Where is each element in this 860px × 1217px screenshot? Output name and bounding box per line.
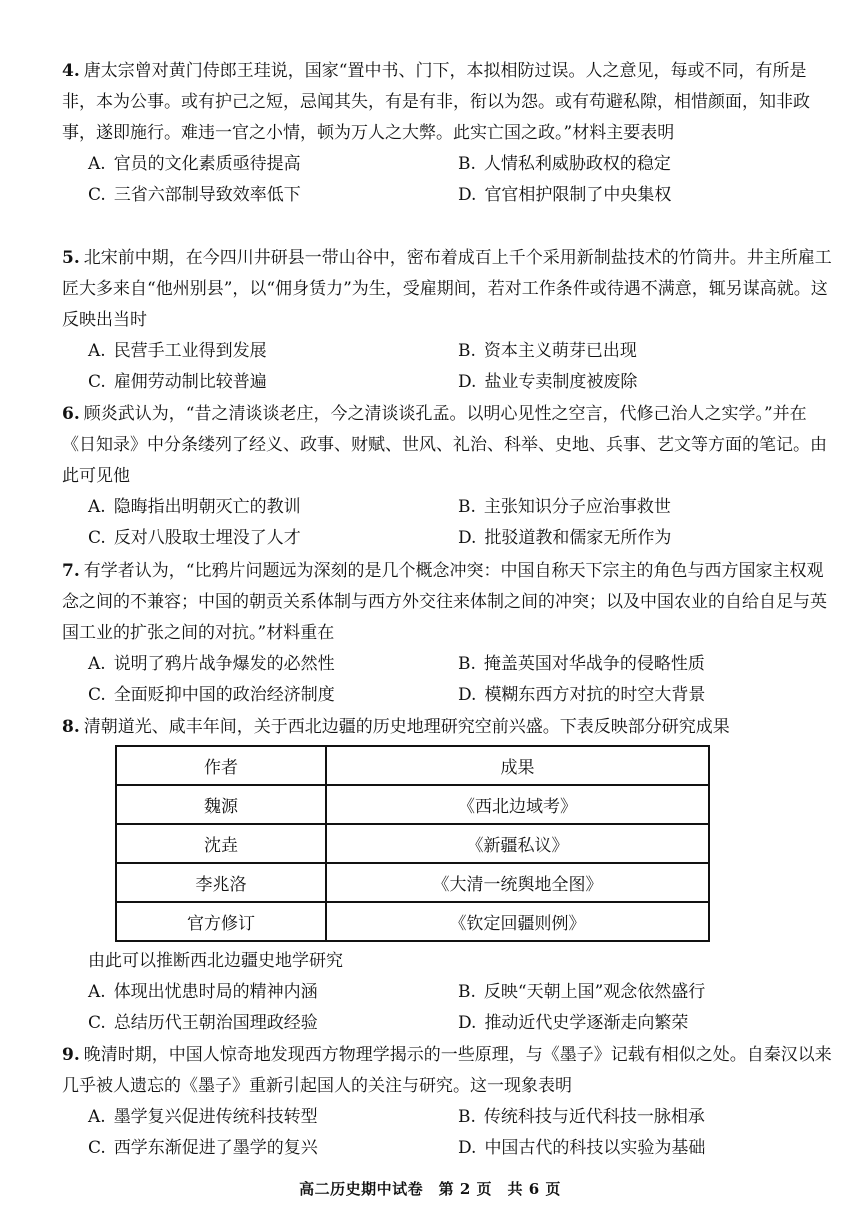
option-d: D. 官官相护限制了中央集权 bbox=[458, 185, 672, 205]
option-d: D. 模糊东西方对抗的时空大背景 bbox=[458, 685, 706, 705]
table-header: 作者 bbox=[116, 746, 326, 785]
options bbox=[88, 492, 832, 554]
question-stem bbox=[62, 712, 832, 743]
option-b: B. 掩盖英国对华战争的侵略性质 bbox=[458, 654, 705, 674]
table-cell: 《西北边域考》 bbox=[326, 785, 709, 824]
question-number: 4. bbox=[62, 61, 80, 81]
table-cell: 《新疆私议》 bbox=[326, 824, 709, 863]
table-cell: 《大清一统舆地全图》 bbox=[326, 863, 709, 902]
question-stem bbox=[62, 1040, 832, 1102]
option-a: A. 说明了鸦片战争爆发的必然性 bbox=[88, 654, 335, 674]
table-row bbox=[116, 902, 709, 941]
option-b: B. 反映“天朝上国”观念依然盛行 bbox=[458, 982, 706, 1002]
option-b: B. 资本主义萌芽已出现 bbox=[458, 341, 637, 361]
option-c: C. 雇佣劳动制比较普遍 bbox=[88, 372, 267, 392]
table-cell: 官方修订 bbox=[116, 902, 326, 941]
option-a: A. 官员的文化素质亟待提高 bbox=[88, 154, 301, 174]
option-a: A. 墨学复兴促进传统科技转型 bbox=[88, 1107, 318, 1127]
research-results-table bbox=[115, 745, 710, 942]
question-stem bbox=[62, 399, 832, 492]
option-a: A. 隐晦指出明朝灭亡的教训 bbox=[88, 497, 301, 517]
table-row bbox=[116, 824, 709, 863]
question-text: 晚清时期，中国人惊奇地发现西方物理学揭示的一些原理，与《墨子》记载有相似之处。自秦汉以来几乎被人遗忘的《墨子》重新引起国人的关注与研究。这一现象表明 bbox=[62, 1045, 832, 1096]
question-number: 9. bbox=[62, 1045, 80, 1065]
question-text-after-table: 由此可以推断西北边疆史地学研究 bbox=[88, 951, 343, 971]
option-c: C. 三省六部制导致效率低下 bbox=[88, 185, 301, 205]
option-a: A. 民营手工业得到发展 bbox=[88, 341, 267, 361]
question-7 bbox=[62, 556, 832, 711]
option-b: B. 主张知识分子应治事救世 bbox=[458, 497, 671, 517]
table-cell: 魏源 bbox=[116, 785, 326, 824]
table-row bbox=[116, 785, 709, 824]
option-b: B. 传统科技与近代科技一脉相承 bbox=[458, 1107, 705, 1127]
question-text: 北宋前中期，在今四川井研县一带山谷中，密布着成百上千个采用新制盐技术的竹筒井。井主所雇工匠大多来自“他州别县”，以“佣身赁力”为生，受雇期间，若对工作条件或待遇不满意，辄另谋高就。这反映出当时 bbox=[62, 248, 832, 330]
table-cell: 《钦定回疆则例》 bbox=[326, 902, 709, 941]
option-c: C. 全面贬抑中国的政治经济制度 bbox=[88, 685, 335, 705]
question-text: 顾炎武认为，“昔之清谈谈老庄，今之清谈谈孔孟。以明心见性之空言，代修己治人之实学。”并在《日知录》中分条缕列了经义、政事、财赋、世风、礼治、科举、史地、兵事、艺文等方面的笔记。由此可见他 bbox=[62, 404, 827, 486]
question-number: 7. bbox=[62, 561, 80, 581]
option-d: D. 中国古代的科技以实验为基础 bbox=[458, 1138, 706, 1158]
question-number: 5. bbox=[62, 248, 80, 268]
table-header-row bbox=[116, 746, 709, 785]
table-row bbox=[116, 863, 709, 902]
question-9 bbox=[62, 1040, 832, 1164]
table-cell: 沈垚 bbox=[116, 824, 326, 863]
question-4 bbox=[62, 56, 832, 211]
option-c: C. 总结历代王朝治国理政经验 bbox=[88, 1013, 318, 1033]
question-text: 有学者认为，“比鸦片问题远为深刻的是几个概念冲突：中国自称天下宗主的角色与西方国家主权观念之间的不兼容；中国的朝贡关系体制与西方外交往来体制之间的冲突；以及中国农业的自给自足与英国工业的扩张之间的对抗。”材料重在 bbox=[62, 561, 827, 643]
option-d: D. 批驳道教和儒家无所作为 bbox=[458, 528, 672, 548]
option-d: D. 推动近代史学逐渐走向繁荣 bbox=[458, 1013, 689, 1033]
options bbox=[88, 336, 832, 398]
question-text: 唐太宗曾对黄门侍郎王珪说，国家“置中书、门下，本拟相防过误。人之意见，每或不同，有所是非，本为公事。或有护己之短，忌闻其失，有是有非，衔以为怨。或有苟避私隙，相惜颜面，知非政事，遂即施行。难违一官之小情，顿为万人之大弊。此实亡国之政。”材料主要表明 bbox=[62, 61, 810, 143]
question-8 bbox=[62, 712, 832, 743]
option-c: C. 反对八股取士埋没了人才 bbox=[88, 528, 301, 548]
question-stem bbox=[62, 556, 832, 649]
option-d: D. 盐业专卖制度被废除 bbox=[458, 372, 638, 392]
table-cell: 李兆洛 bbox=[116, 863, 326, 902]
options bbox=[88, 1102, 832, 1164]
page-footer: 高二历史期中试卷 第 2 页 共 6 页 bbox=[299, 1180, 561, 1198]
options bbox=[88, 649, 832, 711]
question-8-continued bbox=[62, 946, 832, 1039]
option-c: C. 西学东渐促进了墨学的复兴 bbox=[88, 1138, 318, 1158]
question-number: 8. bbox=[62, 717, 80, 737]
option-a: A. 体现出忧患时局的精神内涵 bbox=[88, 982, 318, 1002]
options bbox=[88, 977, 832, 1039]
options bbox=[88, 149, 832, 211]
table-header: 成果 bbox=[326, 746, 709, 785]
question-number: 6. bbox=[62, 404, 80, 424]
option-b: B. 人情私利威胁政权的稳定 bbox=[458, 154, 671, 174]
question-text: 清朝道光、咸丰年间，关于西北边疆的历史地理研究空前兴盛。下表反映部分研究成果 bbox=[83, 717, 730, 737]
question-stem bbox=[62, 243, 832, 336]
question-5 bbox=[62, 243, 832, 398]
question-6 bbox=[62, 399, 832, 554]
question-stem bbox=[62, 56, 832, 149]
